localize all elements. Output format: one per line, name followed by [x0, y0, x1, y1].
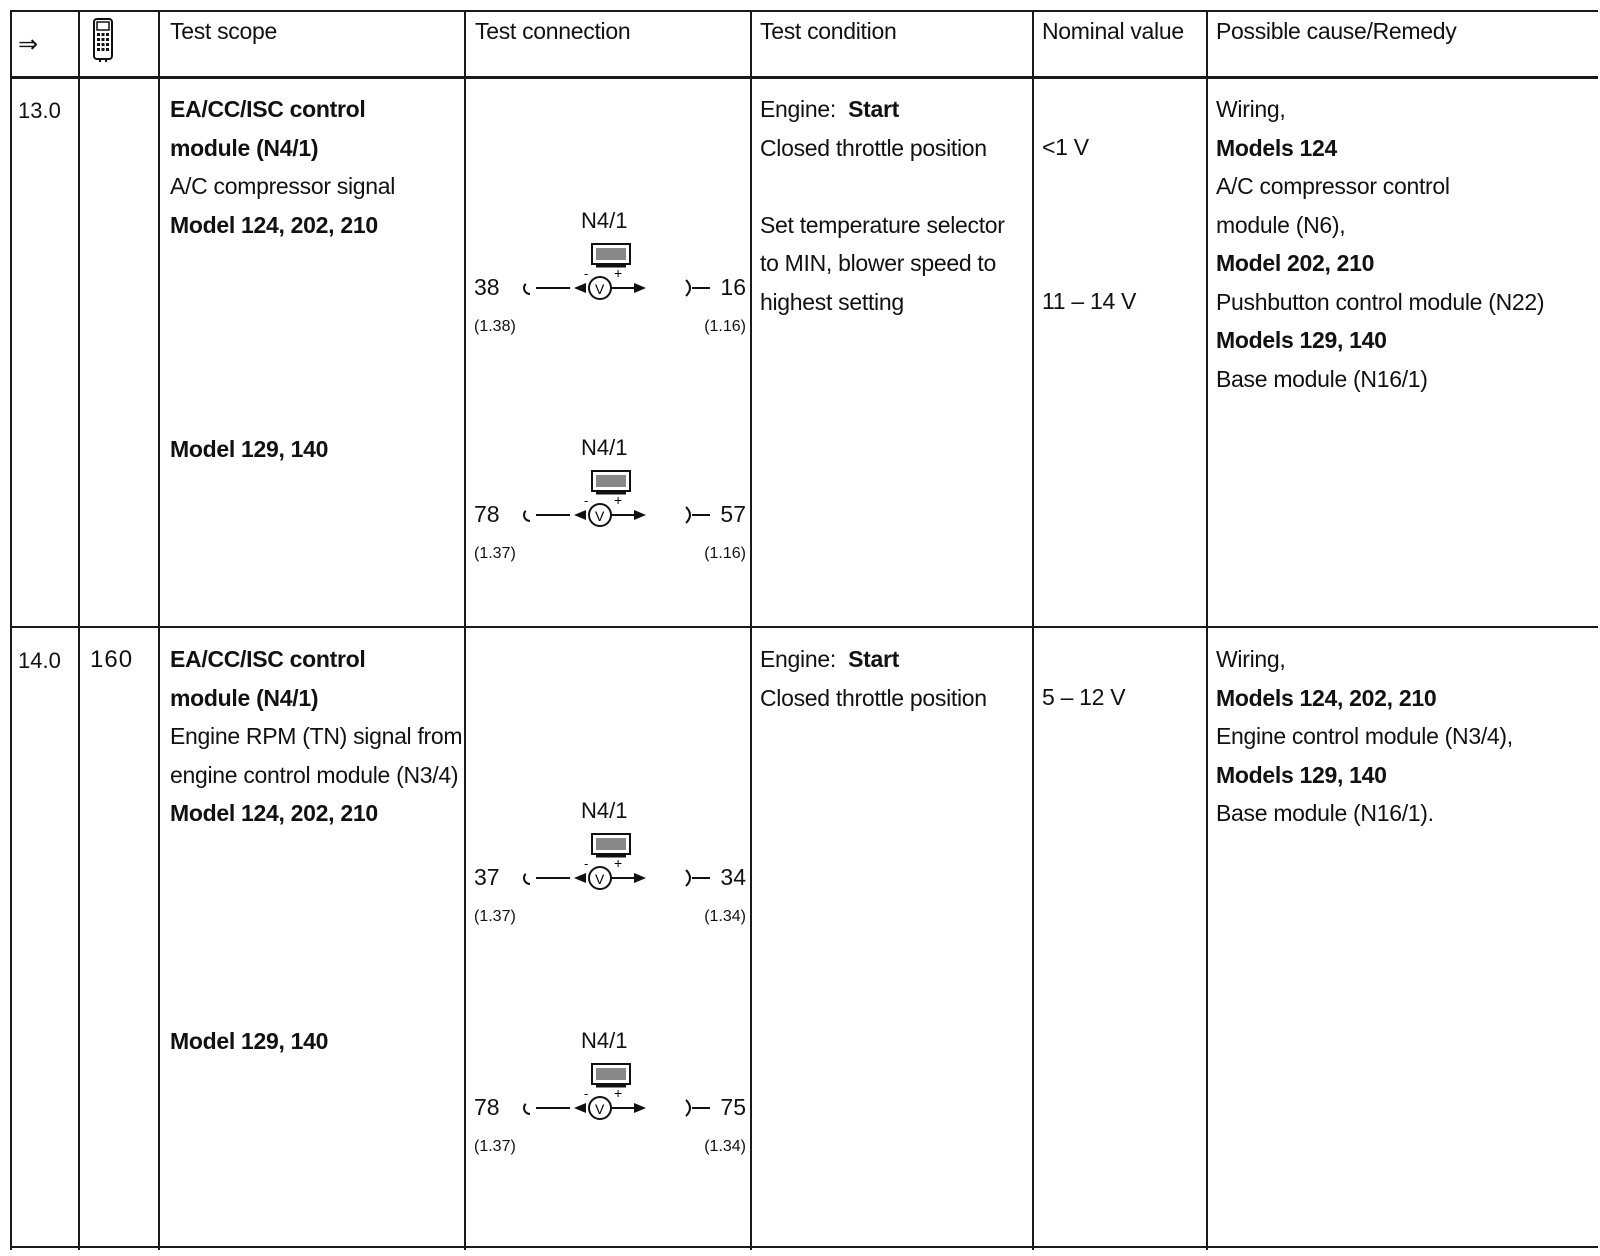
right-pin: 57: [720, 501, 746, 527]
header-test-condition: Test condition: [760, 18, 897, 44]
right-pin-ref: (1.34): [704, 1138, 746, 1155]
cause-line: Base module (N16/1).: [1216, 800, 1434, 826]
right-pin: 34: [720, 864, 746, 890]
cause-line: Engine control module (N3/4),: [1216, 723, 1513, 749]
right-pin: 75: [720, 1094, 746, 1120]
condition-throttle: Closed throttle position: [760, 134, 987, 161]
svg-text:-: -: [584, 1086, 589, 1101]
condition-engine: Engine:: [760, 96, 836, 122]
nominal-value: 11 – 14 V: [1042, 288, 1137, 314]
header-test-connection: Test connection: [475, 18, 631, 44]
arrow-header: ⇒: [18, 31, 38, 58]
cause-line: Base module (N16/1): [1216, 365, 1428, 392]
col-border-2: [158, 10, 160, 1250]
header-possible-cause: Possible cause/Remedy: [1216, 18, 1457, 44]
svg-text:V: V: [595, 871, 605, 887]
col-border-1: [78, 10, 80, 1250]
module-connector-icon: [592, 834, 630, 856]
module-label: N4/1: [581, 208, 628, 233]
condition-start: Start: [848, 96, 900, 122]
test-scope-cell: [170, 90, 395, 244]
nominal-value: 5 – 12 V: [1042, 684, 1126, 710]
module-label: N4/1: [581, 1028, 628, 1053]
module-connector-icon: [592, 1064, 630, 1086]
test-connection-diagram: [468, 1028, 768, 1158]
module-connector-icon: [592, 471, 630, 493]
cause-line: Model 202, 210: [1216, 250, 1375, 276]
test-table: [10, 10, 1598, 1250]
possible-cause-cell: [1216, 90, 1544, 398]
right-pin: 16: [720, 274, 746, 300]
test-scope-cell: [170, 640, 462, 833]
table-top-border: [10, 10, 1598, 12]
table-bottom-border: [10, 1246, 1598, 1248]
right-pin-ref: (1.34): [704, 908, 746, 925]
col-border-3: [464, 10, 466, 1250]
cause-line: module (N6),: [1216, 211, 1346, 238]
left-pin: 78: [474, 1094, 500, 1120]
left-pin: 37: [474, 864, 500, 890]
svg-text:V: V: [595, 1101, 605, 1117]
step-number: 14.0: [18, 648, 61, 673]
scope-model: Model 129, 140: [170, 1028, 329, 1054]
condition-extra: highest setting: [760, 288, 904, 315]
cause-line: Pushbutton control module (N22): [1216, 288, 1545, 315]
cause-line: A/C compressor control: [1216, 173, 1450, 199]
condition-throttle: Closed throttle position: [760, 684, 987, 711]
scope-description: A/C compressor signal: [170, 173, 396, 199]
svg-text:-: -: [584, 266, 589, 281]
cause-line: Models 129, 140: [1216, 327, 1387, 353]
test-connection-diagram: [468, 208, 768, 338]
scope-title: EA/CC/ISC control: [170, 96, 366, 122]
cause-line: Models 124, 202, 210: [1216, 684, 1437, 711]
nominal-value: <1 V: [1042, 134, 1089, 160]
condition-extra: Set temperature selector: [760, 211, 1005, 238]
test-connection-diagram: [468, 798, 768, 928]
module-label: N4/1: [581, 798, 628, 823]
test-condition-cell: [760, 90, 1005, 321]
left-pin: 38: [474, 274, 500, 300]
header-nominal-value: Nominal value: [1042, 18, 1184, 44]
test-connection-diagram: [468, 435, 768, 565]
module-label: N4/1: [581, 435, 628, 460]
svg-text:V: V: [595, 281, 605, 297]
condition-extra: to MIN, blower speed to: [760, 250, 996, 276]
display-code: 160: [90, 646, 134, 673]
svg-text:+: +: [614, 855, 623, 871]
right-pin-ref: (1.16): [704, 318, 746, 335]
scope-model: Model 129, 140: [170, 436, 329, 462]
left-pin-ref: (1.38): [474, 318, 516, 335]
svg-text:+: +: [614, 265, 623, 281]
left-pin-ref: (1.37): [474, 545, 516, 562]
cause-line: Wiring,: [1216, 646, 1286, 672]
test-condition-cell: [760, 640, 987, 717]
header-test-scope: Test scope: [170, 18, 277, 44]
svg-text:V: V: [595, 508, 605, 524]
scope-title: module (N4/1): [170, 684, 319, 711]
condition-start: Start: [848, 646, 900, 672]
step-number: 13.0: [18, 98, 61, 123]
scope-title: module (N4/1): [170, 134, 319, 161]
svg-text:+: +: [614, 1085, 623, 1101]
scope-description: engine control module (N3/4): [170, 761, 459, 788]
diagnostic-tester-icon: [92, 18, 114, 68]
svg-text:-: -: [584, 856, 589, 871]
col-border-6: [1206, 10, 1208, 1250]
module-connector-icon: [592, 244, 630, 266]
left-pin-ref: (1.37): [474, 908, 516, 925]
possible-cause-cell: [1216, 640, 1513, 833]
svg-text:+: +: [614, 492, 623, 508]
svg-text:-: -: [584, 493, 589, 508]
row-divider: [10, 626, 1598, 628]
left-pin-ref: (1.37): [474, 1138, 516, 1155]
scope-description: Engine RPM (TN) signal from: [170, 723, 463, 749]
cause-line: Wiring,: [1216, 96, 1286, 122]
cause-line: Models 124: [1216, 134, 1337, 161]
right-pin-ref: (1.16): [704, 545, 746, 562]
cause-line: Models 129, 140: [1216, 761, 1387, 788]
scope-model: Model 124, 202, 210: [170, 211, 378, 238]
condition-engine: Engine:: [760, 646, 836, 672]
col-border-5: [1032, 10, 1034, 1250]
scope-model: Model 124, 202, 210: [170, 800, 378, 826]
left-pin: 78: [474, 501, 500, 527]
scope-title: EA/CC/ISC control: [170, 646, 366, 672]
col-border-0: [10, 10, 12, 1250]
header-bottom-border: [10, 76, 1598, 79]
